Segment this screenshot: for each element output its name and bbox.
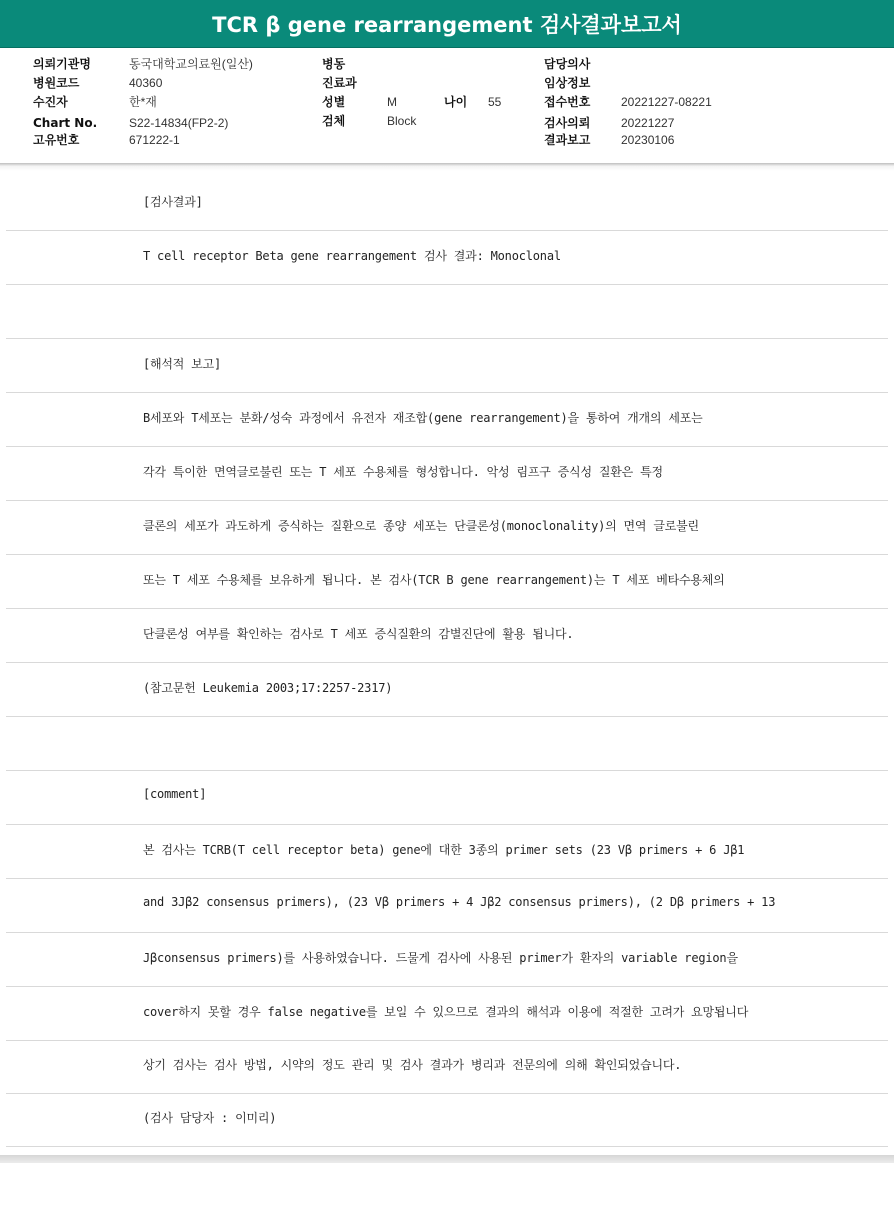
report-line-text: 또는 T 세포 수용체를 보유하게 됩니다. 본 검사(TCR B gene rearrangement)는 T 세포 베타수용체의 — [143, 573, 725, 587]
report-line-text: [comment] — [143, 787, 207, 801]
header-divider — [0, 163, 894, 171]
receipt-no-label: 접수번호 — [544, 95, 591, 109]
report-line-text: 본 검사는 TCRB(T cell receptor beta) gene에 대한 3종의 primer sets (23 Vβ primers + 6 Jβ1 — [143, 843, 745, 857]
patient-label: 수진자 — [33, 95, 68, 109]
report-line — [6, 554, 888, 609]
report-line-text: (검사 담당자 : 이미리) — [143, 1111, 277, 1125]
report-line — [6, 176, 888, 231]
report-date-value: 20230106 — [621, 133, 675, 147]
report-title-bar — [0, 0, 894, 48]
report-title: TCR β gene rearrangement 검사결과보고서 — [212, 12, 682, 37]
report-line — [6, 608, 888, 663]
report-line — [6, 500, 888, 555]
unique-no-value: 671222-1 — [129, 133, 180, 147]
report-line-text: Jβconsensus primers)를 사용하였습니다. 드물게 검사에 사용된 primer가 환자의 variable region을 — [143, 951, 738, 965]
footer-divider — [0, 1155, 894, 1163]
report-line-text: 클론의 세포가 과도하게 증식하는 질환으로 종양 세포는 단클론성(monoclonality)의 면역 글로불린 — [143, 519, 699, 533]
specimen-value: Block — [387, 114, 417, 128]
report-line — [6, 932, 888, 987]
unique-no-label: 고유번호 — [33, 133, 80, 147]
clinical-info-label: 임상정보 — [544, 76, 591, 90]
patient-info-panel — [0, 48, 894, 164]
report-line — [6, 284, 888, 339]
request-date-label: 검사의뢰 — [544, 116, 591, 130]
hospital-label: 의뢰기관명 — [33, 57, 91, 71]
code-label: 병원코드 — [33, 76, 80, 90]
report-line-text: (참고문헌 Leukemia 2003;17:2257-2317) — [143, 681, 393, 695]
report-line — [6, 1092, 888, 1147]
report-line-text: 상기 검사는 검사 방법, 시약의 정도 관리 및 검사 결과가 병리과 전문의에 의해 확인되었습니다. — [143, 1058, 682, 1072]
chart-no-value: S22-14834(FP2-2) — [129, 116, 229, 130]
report-line-text: cover하지 못할 경우 false negative를 보일 수 있으므로 결과의 해석과 이용에 적절한 고려가 요망됩니다 — [143, 1005, 749, 1019]
chart-no-label: Chart No. — [33, 116, 98, 130]
report-line — [6, 392, 888, 447]
report-line-text: 단클론성 여부를 확인하는 검사로 T 세포 증식질환의 감별진단에 활용 됩니다. — [143, 627, 574, 641]
age-label: 나이 — [444, 95, 468, 109]
report-line-text: T cell receptor Beta gene rearrangement 검사 결과: Monoclonal — [143, 249, 561, 263]
report-date-label: 결과보고 — [544, 133, 591, 147]
report-line — [6, 770, 888, 825]
report-line — [6, 878, 888, 933]
report-line-text: and 3Jβ2 consensus primers), (23 Vβ primers + 4 Jβ2 consensus primers), (2 Dβ primers + 13 — [143, 895, 776, 909]
report-line-text: [검사결과] — [143, 195, 203, 209]
report-line-text: B세포와 T세포는 분화/성숙 과정에서 유전자 재조합(gene rearrangement)을 통하여 개개의 세포는 — [143, 411, 703, 425]
hospital-value: 동국대학교의료원(일산) — [129, 57, 253, 71]
sex-value: M — [387, 95, 397, 109]
report-line — [6, 716, 888, 771]
report-line — [6, 662, 888, 717]
report-line — [6, 824, 888, 879]
report-line-text: [해석적 보고] — [143, 357, 222, 371]
receipt-no-value: 20221227-08221 — [621, 95, 712, 109]
report-line — [6, 1039, 888, 1094]
code-value: 40360 — [129, 76, 163, 90]
report-line — [6, 230, 888, 285]
department-label: 진료과 — [322, 76, 357, 90]
report-line-text: 각각 특이한 면역글로불린 또는 T 세포 수용체를 형성합니다. 악성 림프구 증식성 질환은 특정 — [143, 465, 663, 479]
doctor-label: 담당의사 — [544, 57, 591, 71]
report-line — [6, 986, 888, 1041]
sex-label: 성별 — [322, 95, 346, 109]
report-line — [6, 446, 888, 501]
age-value: 55 — [488, 95, 502, 109]
specimen-label: 검체 — [322, 114, 346, 128]
request-date-value: 20221227 — [621, 116, 675, 130]
ward-label: 병동 — [322, 57, 346, 71]
patient-value: 한*재 — [129, 95, 157, 109]
report-line — [6, 338, 888, 393]
